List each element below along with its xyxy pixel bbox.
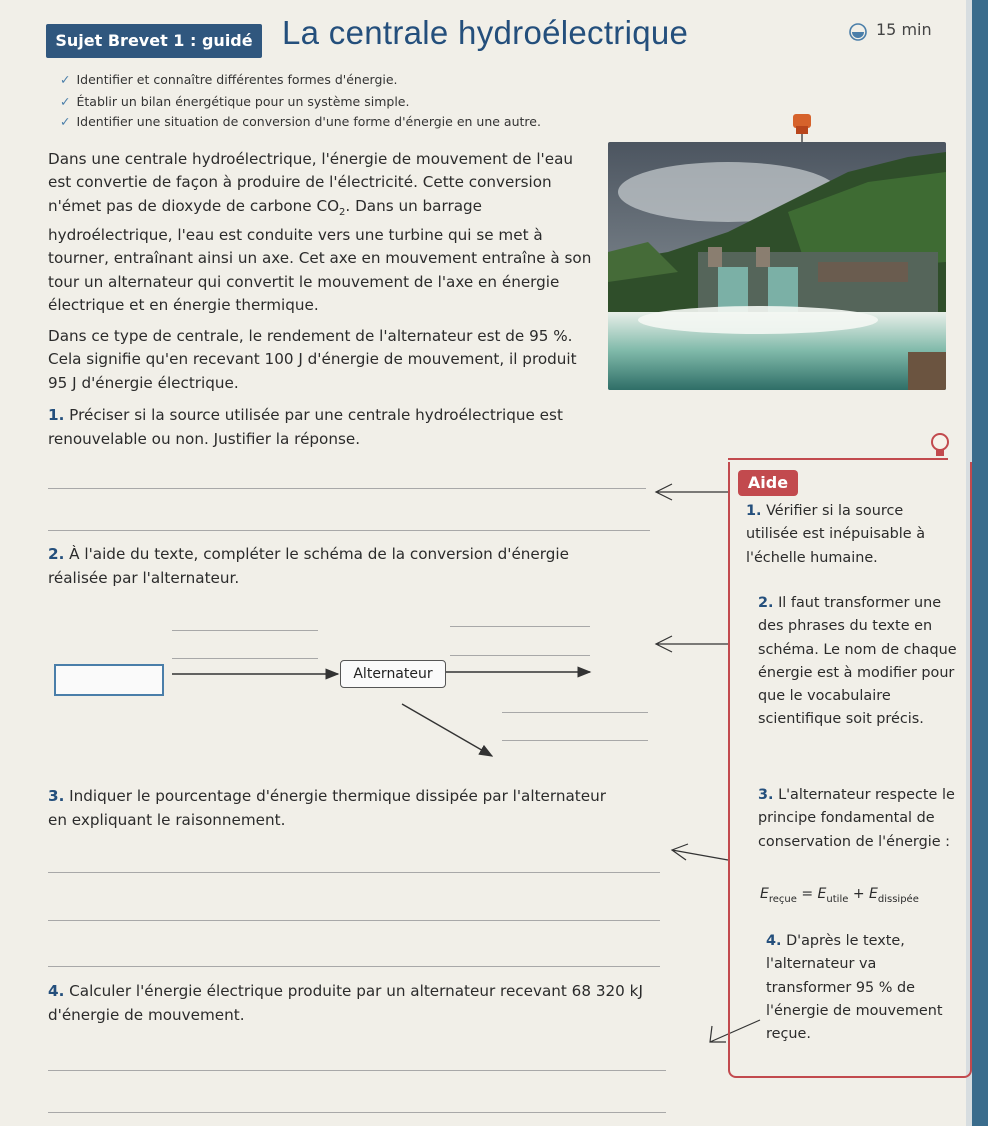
question-text: Calculer l'énergie électrique produite par un alternateur recevant 68 320 kJ d'énergie de mouvement.	[48, 982, 643, 1024]
hint-number: 1.	[746, 503, 762, 519]
aide-badge: Aide	[738, 470, 798, 496]
objective-text: Établir un bilan énergétique pour un système simple.	[76, 94, 410, 109]
intro-text	[48, 148, 596, 403]
hint-pointer	[672, 844, 728, 860]
answer-line[interactable]	[450, 655, 590, 656]
hint-4	[766, 930, 966, 1046]
hint-text: Il faut transformer une des phrases du texte en schéma. Le nom de chaque énergie est à modifier pour que le vocabulaire scientifique soit précis.	[758, 595, 957, 728]
loss-arrow	[402, 704, 492, 756]
hint-number: 4.	[766, 933, 782, 949]
hint-3	[758, 784, 964, 854]
hint-text: D'après le texte, l'alternateur va transformer 95 % de l'énergie de mouvement reçue.	[766, 933, 943, 1043]
answer-line[interactable]	[48, 920, 660, 921]
question-text: À l'aide du texte, compléter le schéma de la conversion d'énergie réalisée par l'alternateur.	[48, 545, 569, 587]
answer-line[interactable]	[172, 658, 318, 659]
check-icon: ✓	[60, 72, 71, 87]
dam-photo	[608, 142, 946, 390]
question-text: Indiquer le pourcentage d'énergie thermique dissipée par l'alternateur en expliquant le raisonnement.	[48, 787, 606, 829]
hint-2	[758, 592, 958, 732]
question-2	[48, 543, 628, 590]
answer-line[interactable]	[48, 966, 660, 967]
question-number: 1.	[48, 406, 65, 424]
objective-item	[60, 72, 398, 87]
answer-line[interactable]	[48, 530, 650, 531]
timer-icon	[848, 22, 868, 42]
hint-1	[746, 500, 956, 570]
conservation-formula: $E_{reçue} = E_{utile} + E_{dissipée}$	[760, 886, 919, 905]
hint-pointer	[656, 636, 728, 652]
intro-paragraph-1: Dans une centrale hydroélectrique, l'énergie de mouvement de l'eau est convertie de façon à produire de l'électricité. Cette conversion n'émet pas de dioxyde de carbone $CO_2$. Dans un barrage hydroélectrique, l'eau est conduite vers une turbine qui se met à tourner, entraînant ainsi un axe. Cet axe en mouvement entraîne à son tour un alternateur qui convertit le mouvement de l'axe en énergie électrique et en énergie thermique.	[48, 150, 592, 314]
lightbulb-icon	[928, 432, 952, 460]
answer-line[interactable]	[48, 1112, 666, 1113]
intro-paragraph-2: Dans ce type de centrale, le rendement de l'alternateur est de 95 %. Cela signifie qu'en recevant 100 J d'énergie de mouvement, il produit 95 J d'énergie électrique.	[48, 327, 577, 392]
question-number: 4.	[48, 982, 65, 1000]
answer-line[interactable]	[502, 712, 648, 713]
question-1	[48, 404, 608, 451]
question-4	[48, 980, 668, 1027]
aide-top-line	[728, 458, 948, 460]
page-edge-bar	[972, 0, 988, 1126]
answer-line[interactable]	[48, 1070, 666, 1071]
question-number: 2.	[48, 545, 65, 563]
page-title: La centrale hydroélectrique	[282, 14, 689, 51]
objective-item	[60, 114, 541, 129]
question-text: Préciser si la source utilisée par une centrale hydroélectrique est renouvelable ou non. Justifier la réponse.	[48, 406, 563, 448]
energy-source-box[interactable]	[54, 664, 164, 696]
objective-text: Identifier et connaître différentes formes d'énergie.	[76, 72, 398, 87]
hint-text: L'alternateur respecte le principe fondamental de conservation de l'énergie :	[758, 787, 955, 850]
hint-number: 2.	[758, 595, 774, 611]
check-icon: ✓	[60, 114, 71, 129]
hint-pointer	[656, 484, 728, 500]
answer-line[interactable]	[48, 488, 646, 489]
check-icon: ✓	[60, 94, 71, 109]
objective-item	[60, 94, 409, 109]
alternator-box: Alternateur	[340, 660, 446, 688]
objective-text: Identifier une situation de conversion d'une forme d'énergie en une autre.	[76, 114, 541, 129]
answer-line[interactable]	[172, 630, 318, 631]
answer-line[interactable]	[450, 626, 590, 627]
answer-line[interactable]	[502, 740, 648, 741]
answer-line[interactable]	[48, 872, 660, 873]
duration: 15 min	[876, 20, 932, 39]
question-number: 3.	[48, 787, 65, 805]
subject-tag: Sujet Brevet 1 : guidé	[46, 24, 262, 58]
question-3	[48, 785, 608, 832]
hint-text: Vérifier si la source utilisée est inépuisable à l'échelle humaine.	[746, 503, 926, 566]
hint-number: 3.	[758, 787, 774, 803]
